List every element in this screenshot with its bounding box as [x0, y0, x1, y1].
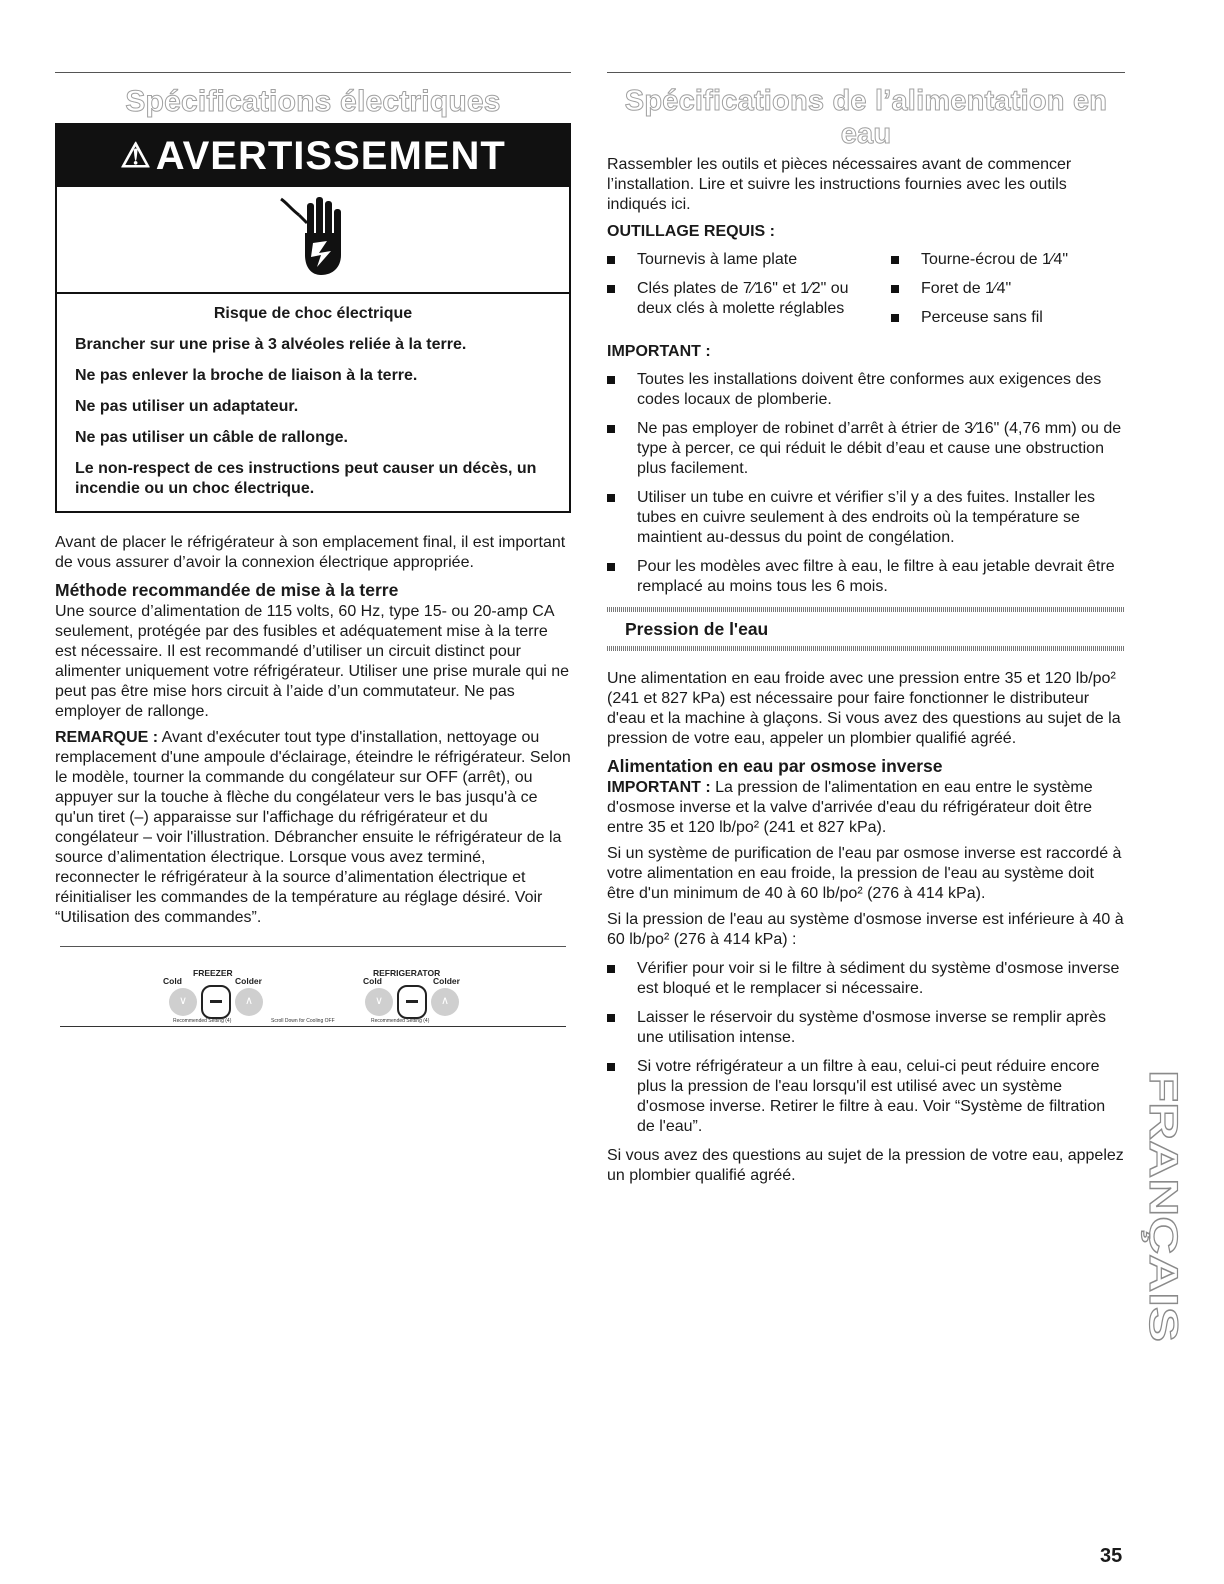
tools-column-2: [857, 250, 1125, 337]
electric-shock-hand-icon: [277, 193, 347, 283]
scroll-down-label: Scroll Down for Cooling OFF: [271, 1018, 335, 1024]
control-panel-illustration: [55, 946, 571, 1036]
page-number: 35: [1100, 1545, 1123, 1567]
tool-item: [891, 279, 1125, 299]
warning-line: Ne pas enlever la broche de liaison à la terre.: [75, 367, 418, 384]
stripe-divider: [607, 646, 1125, 651]
warning-triangle-icon: ⚠: [120, 137, 152, 175]
bullet-icon: [607, 1014, 615, 1022]
important-item: [607, 488, 1125, 548]
dash-icon: [406, 1000, 418, 1003]
tool-item: [891, 250, 1125, 270]
note-label: REMARQUE :: [55, 729, 159, 746]
method-heading: Méthode recommandée de mise à la terre: [55, 580, 399, 600]
tool-item: [607, 279, 857, 319]
important-item: [607, 557, 1125, 597]
osmose-item-text: Si votre réfrigérateur a un filtre à eau, celui-ci peut réduire encore plus la pression de l'eau lorsqu'il est utilisé avec un système d'osmose inverse. Retirer le filtre à eau. Voir “Système de filtration de l'eau”.: [637, 1058, 1106, 1135]
bullet-icon: [607, 425, 615, 433]
side-language-label: [1126, 1070, 1196, 1345]
osmose-item: [607, 959, 1125, 999]
important-item: [607, 419, 1125, 479]
fridge-display: [397, 985, 427, 1019]
bullet-icon: [607, 965, 615, 973]
pression-heading: Pression de l'eau: [625, 619, 769, 639]
chevron-up-icon: ∧: [440, 995, 450, 1007]
tool-item: [891, 308, 1125, 328]
left-column: [55, 72, 571, 1036]
pression-text: Une alimentation en eau froide avec une pression entre 35 et 120 lb/po² (241 et 827 kPa) est nécessaire pour faire fonctionner le distributeur d'eau et la machine à glaçons. Si vous avez des questions au sujet de la pression de votre eau, appeler un plombier qualifié agréé.: [607, 670, 1121, 747]
warning-header-text: AVERTISSEMENT: [155, 134, 506, 178]
fridge-down-button[interactable]: [365, 988, 393, 1016]
dash-icon: [210, 1000, 222, 1003]
section-title-water: Spécifications de l’alimentation en eau: [624, 85, 1108, 150]
tools-list: [607, 250, 1125, 337]
osmose-paragraph-3: Si la pression de l'eau au système d'osmose inverse est inférieure à 40 à 60 lb/po² (276 à 414 kPa) :: [607, 911, 1124, 948]
note-paragraph: [55, 728, 571, 928]
chevron-down-icon: ∨: [374, 995, 384, 1007]
warning-icon-area: [57, 187, 569, 294]
fridge-recommended-label: Recommended Setting (4): [371, 1018, 430, 1024]
tool-text: Tourne-écrou de 1⁄4": [921, 251, 1069, 268]
tool-text: Clés plates de 7⁄16" et 1⁄2" ou deux clés à molette réglables: [637, 280, 849, 317]
warning-text: [57, 294, 569, 511]
important-item: [607, 370, 1125, 410]
bullet-icon: [607, 256, 615, 264]
tools-column-1: [607, 250, 857, 337]
fridge-cold-label: Cold: [363, 976, 382, 986]
top-rule: [607, 72, 1125, 73]
freezer-display: [201, 985, 231, 1019]
fridge-up-button[interactable]: [431, 988, 459, 1016]
tool-item: [607, 250, 857, 270]
bullet-icon: [891, 314, 899, 322]
chevron-up-icon: ∧: [244, 995, 254, 1007]
freezer-cold-label: Cold: [163, 976, 182, 986]
fridge-colder-label: Colder: [433, 976, 460, 986]
right-column: [607, 72, 1125, 1186]
important-text: Ne pas employer de robinet d’arrêt à étrier de 3⁄16" (4,76 mm) ou de type à percer, ce qui réduit le débit d’eau et cause une obstruction plus facilement.: [637, 420, 1122, 477]
warning-line: Ne pas utiliser un adaptateur.: [75, 398, 299, 415]
tool-text: Foret de 1⁄4": [921, 280, 1012, 297]
panel-bottom-line: [60, 1026, 566, 1027]
section-title-electrical: Spécifications électriques: [125, 85, 501, 118]
pression-heading-box: [607, 607, 1125, 659]
warning-box: [55, 123, 571, 513]
freezer-up-button[interactable]: [235, 988, 263, 1016]
tool-text: Tournevis à lame plate: [637, 251, 798, 268]
freezer-down-button[interactable]: [169, 988, 197, 1016]
bullet-icon: [607, 563, 615, 571]
bullet-icon: [607, 494, 615, 502]
top-rule: [55, 72, 571, 73]
osmose-item: [607, 1057, 1125, 1137]
osmose-paragraph-2: Si un système de purification de l'eau par osmose inverse est raccordé à votre alimentation en eau froide, la pression de l'eau au système doit être d'un minimum de 40 à 60 lb/po² (276 à 414 kPa).: [607, 845, 1122, 902]
important-text: Pour les modèles avec filtre à eau, le filtre à eau jetable devrait être remplacé au moins tous les 6 mois.: [637, 558, 1115, 595]
osmose-important-text: La pression de l'alimentation en eau entre le système d'osmose inverse et la valve d'arrivée d'eau du réfrigérateur doit être entre 35 et 120 lb/po² (241 et 827 kPa).: [607, 779, 1093, 836]
water-intro: Rassembler les outils et pièces nécessaires avant de commencer l’installation. Lire et suivre les instructions fournies avec les outils indiqués ici.: [607, 156, 1072, 213]
closing-paragraph: Si vous avez des questions au sujet de la pression de votre eau, appelez un plombier qualifié agréé.: [607, 1147, 1124, 1184]
refrigerator-label: REFRIGERATOR: [373, 968, 441, 978]
note-text: Avant d'exécuter tout type d'installation, nettoyage ou remplacement d'une ampoule d'éclairage, éteindre le réfrigérateur. Selon le modèle, tourner la commande du congélateur sur OFF (arrêt), ou appuyer sur la touche à flèche du congélateur vers le bas jusqu'à ce qu'un tiret (–) apparaisse sur l'affichage du réfrigérateur et du congélateur – voir l'illustration. Débrancher ensuite le réfrigérateur de la source d’alimentation électrique. Lorsque vous avez terminé, reconnecter le réfrigérateur à la source d’alimentation électrique et réinitialiser les commandes de la température au réglage désiré. Voir “Utilisation des commandes”.: [55, 729, 571, 926]
bullet-icon: [607, 1063, 615, 1071]
method-text: Une source d’alimentation de 115 volts, 60 Hz, type 15- ou 20-amp CA seulement, protégée par des fusibles et adéquatement mise à la terre est nécessaire. Il est recommandé d’utiliser un circuit distinct pour alimenter uniquement votre réfrigérateur. Utiliser une prise murale qui ne peut pas être mise hors circuit à l’aide d’un commutateur. Ne pas employer de rallonge.: [55, 603, 570, 720]
osmose-item-text: Vérifier pour voir si le filtre à sédiment du système d'osmose inverse est bloqué et le remplacer si nécessaire.: [637, 960, 1120, 997]
warning-line: Le non-respect de ces instructions peut causer un décès, un incendie ou un choc électrique.: [75, 460, 537, 497]
important-heading: IMPORTANT :: [607, 343, 711, 360]
osmose-heading: Alimentation en eau par osmose inverse: [607, 756, 943, 776]
freezer-colder-label: Colder: [235, 976, 262, 986]
osmose-item: [607, 1008, 1125, 1048]
osmose-item-text: Laisser le réservoir du système d'osmose inverse se remplir après une utilisation intense.: [637, 1009, 1107, 1046]
osmose-important: [607, 778, 1125, 838]
freezer-label: FREEZER: [193, 968, 233, 978]
warning-line: Brancher sur une prise à 3 alvéoles reliée à la terre.: [75, 336, 467, 353]
panel-top-line: [60, 946, 566, 947]
freezer-recommended-label: Recommended Setting (4): [173, 1018, 232, 1024]
electrical-intro: Avant de placer le réfrigérateur à son emplacement final, il est important de vous assurer d’avoir la connexion électrique appropriée.: [55, 534, 566, 571]
bullet-icon: [891, 256, 899, 264]
important-text: Toutes les installations doivent être conformes aux exigences des codes locaux de plomberie.: [637, 371, 1102, 408]
tool-text: Perceuse sans fil: [921, 309, 1043, 326]
warning-risk-title: Risque de choc électrique: [213, 305, 413, 322]
important-text: Utiliser un tube en cuivre et vérifier s’il y a des fuites. Installer les tubes en cuivre seulement à des endroits où la température se maintient au-dessus du point de congélation.: [637, 489, 1095, 546]
warning-line: Ne pas utiliser un câble de rallonge.: [75, 429, 348, 446]
osmose-important-label: IMPORTANT :: [607, 779, 711, 796]
tools-heading: OUTILLAGE REQUIS :: [607, 223, 775, 240]
warning-header: [57, 125, 569, 187]
chevron-down-icon: ∨: [178, 995, 188, 1007]
bullet-icon: [607, 285, 615, 293]
side-language-text: FRANÇAIS: [1141, 1070, 1185, 1277]
bullet-icon: [891, 285, 899, 293]
bullet-icon: [607, 376, 615, 384]
